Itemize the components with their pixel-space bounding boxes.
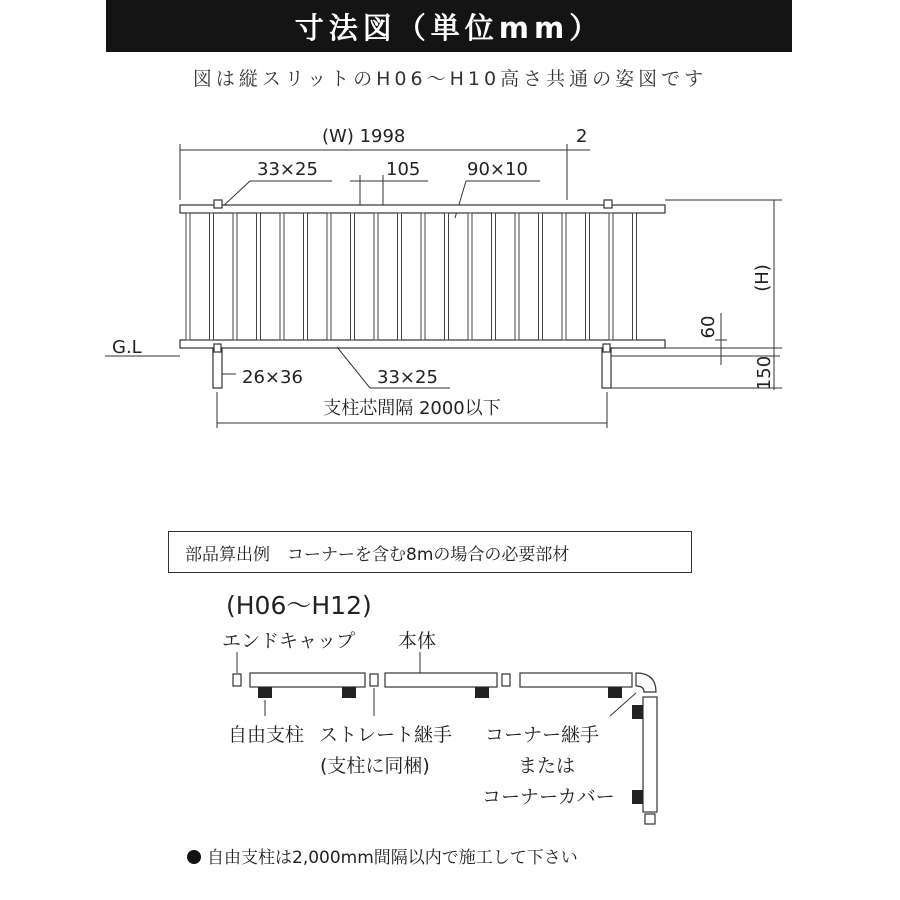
slat <box>609 213 613 340</box>
parts-example-title: 部品算出例 コーナーを含む8mの場合の必要部材 <box>185 544 570 565</box>
bullet-icon <box>187 850 201 864</box>
slat <box>468 213 472 340</box>
width-label: (W) 1998 <box>322 126 406 147</box>
ground-level-label: G.L <box>112 337 142 358</box>
post-size-label: 26×36 <box>242 367 303 388</box>
slat <box>562 213 566 340</box>
range-label: (H06〜H12) <box>226 591 372 620</box>
post-spacing-label: 支柱芯間隔 2000以下 <box>323 398 501 419</box>
top-rail-label: 33×25 <box>257 159 318 180</box>
installation-note <box>187 843 578 868</box>
corner-cover-label: コーナーカバー <box>482 786 615 808</box>
slat <box>374 213 378 340</box>
subtitle: 図は縦スリットのH06〜H10高さ共通の姿図です <box>192 68 708 90</box>
slat <box>398 213 402 340</box>
or-label: または <box>518 755 576 777</box>
slat <box>233 213 237 340</box>
slat <box>492 213 496 340</box>
installation-note-text: 自由支柱は2,000mm間隔以内で施工して下さい <box>207 848 578 868</box>
slat <box>304 213 308 340</box>
slat <box>539 213 543 340</box>
gap-label: 2 <box>576 126 588 147</box>
bottom-gap-label: 60 <box>698 315 719 339</box>
slat <box>210 213 214 340</box>
free-post-label: 自由支柱 <box>228 724 305 746</box>
embed-depth-label: 150 <box>754 355 775 391</box>
slat <box>633 213 637 340</box>
straight-joint-label: ストレート継手 <box>319 724 453 746</box>
page-title: 寸法図（単位mm） <box>106 0 792 52</box>
slat <box>186 213 190 340</box>
corner-joint-label: コーナー継手 <box>485 724 600 746</box>
height-label: (H) <box>752 264 773 292</box>
bottom-rail-label: 33×25 <box>377 367 438 388</box>
slat <box>351 213 355 340</box>
pitch-label: 105 <box>386 159 421 180</box>
slat <box>327 213 331 340</box>
body-label: 本体 <box>398 630 437 652</box>
end-cap-label: エンドキャップ <box>222 630 356 652</box>
slat <box>515 213 519 340</box>
slat <box>280 213 284 340</box>
slat <box>257 213 261 340</box>
straight-joint-note: (支柱に同梱) <box>320 755 430 777</box>
slat <box>421 213 425 340</box>
parts-example-frame <box>168 531 692 573</box>
slat <box>586 213 590 340</box>
slat-label: 90×10 <box>467 159 528 180</box>
slat <box>445 213 449 340</box>
